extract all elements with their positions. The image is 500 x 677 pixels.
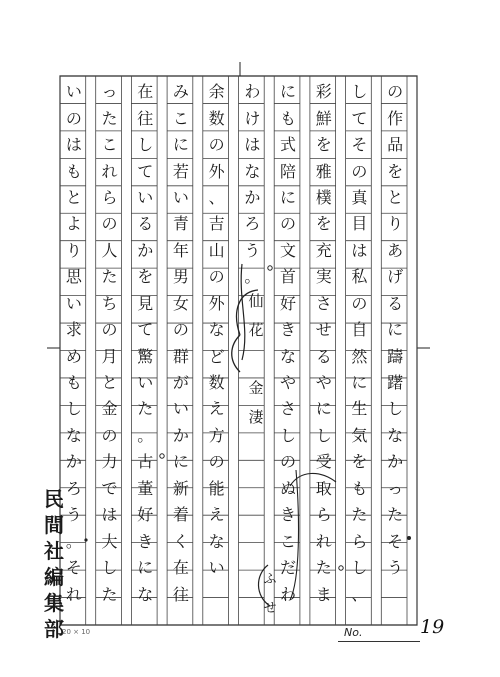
manuscript-char: 見: [137, 293, 154, 313]
manuscript-char: ぬ: [280, 478, 297, 498]
manuscript-char: み: [172, 82, 189, 102]
manuscript-char: 吉: [208, 214, 225, 234]
manuscript-char: ど: [208, 346, 225, 366]
manuscript-char: に: [280, 187, 297, 207]
manuscript-char: 躇: [387, 373, 404, 393]
manuscript-char: わ: [280, 584, 297, 604]
manuscript-char: 好: [280, 293, 297, 313]
manuscript-char: ち: [101, 293, 118, 313]
manuscript-char: い: [137, 187, 154, 207]
manuscript-char: っ: [387, 478, 404, 498]
manuscript-char: を: [351, 452, 368, 472]
manuscript-char: に: [351, 373, 368, 393]
manuscript-char: 数: [208, 373, 225, 393]
manuscript-char: 着: [172, 505, 189, 525]
manuscript-char: と: [101, 373, 118, 393]
manuscript-char: う: [387, 558, 404, 578]
insert-annotation-1: [244, 287, 268, 345]
column-text: [205, 79, 229, 581]
manuscript-char: せ: [315, 320, 332, 340]
text-column: [97, 79, 123, 608]
annotation-char: 部: [44, 617, 64, 641]
manuscript-char: で: [101, 478, 118, 498]
manuscript-char: え: [208, 399, 225, 419]
annotation-char: ふ: [263, 572, 277, 587]
manuscript-char: は: [351, 240, 368, 260]
manuscript-char: 充: [315, 240, 332, 260]
manuscript-char: う: [65, 505, 82, 525]
manuscript-char: 女: [172, 293, 189, 313]
manuscript-char: こ: [280, 531, 297, 551]
manuscript-char: の: [387, 82, 404, 102]
manuscript-char: を: [315, 135, 332, 155]
manuscript-char: わ: [244, 82, 261, 102]
manuscript-char: を: [137, 267, 154, 287]
manuscript-char: に: [387, 320, 404, 340]
manuscript-char: 。: [65, 531, 82, 551]
manuscript-char: 董: [137, 478, 154, 498]
manuscript-char: の: [280, 214, 297, 234]
manuscript-char: ろ: [65, 478, 82, 498]
manuscript-char: し: [280, 425, 297, 445]
manuscript-char: た: [351, 505, 368, 525]
manuscript-char: さ: [280, 399, 297, 419]
manuscript-char: 外: [208, 293, 225, 313]
manuscript-char: 驚: [137, 346, 154, 366]
manuscript-char: か: [172, 425, 189, 445]
text-column: [382, 79, 408, 581]
annotation-char: 社: [44, 539, 64, 563]
manuscript-char: に: [280, 82, 297, 102]
manuscript-char: 実: [315, 267, 332, 287]
manuscript-char: 作: [387, 108, 404, 128]
manuscript-char: 金: [101, 399, 118, 419]
manuscript-char: し: [351, 558, 368, 578]
manuscript-char: い: [172, 187, 189, 207]
text-column: [168, 79, 194, 608]
manuscript-char: き: [280, 320, 297, 340]
manuscript-char: の: [101, 214, 118, 234]
manuscript-char: げ: [387, 267, 404, 287]
manuscript-char: 、: [208, 187, 225, 207]
annotation-char: 淒: [248, 408, 264, 426]
manuscript-char: の: [101, 320, 118, 340]
manuscript-char: 人: [101, 240, 118, 260]
manuscript-char: な: [208, 531, 225, 551]
manuscript-char: る: [315, 346, 332, 366]
text-column: [347, 79, 373, 608]
manuscript-char: に: [172, 135, 189, 155]
manuscript-char: 好: [137, 505, 154, 525]
manuscript-char: は: [244, 135, 261, 155]
manuscript-char: 生: [351, 399, 368, 419]
manuscript-char: き: [280, 505, 297, 525]
manuscript-char: 受: [315, 452, 332, 472]
manuscript-char: も: [65, 373, 82, 393]
manuscript-char: に: [315, 399, 332, 419]
manuscript-char: た: [387, 505, 404, 525]
manuscript-char: だ: [280, 558, 297, 578]
manuscript-char: き: [137, 531, 154, 551]
manuscript-char: い: [137, 373, 154, 393]
manuscript-char: 。: [244, 267, 261, 287]
manuscript-char: 目: [351, 214, 368, 234]
manuscript-char: の: [208, 452, 225, 472]
manuscript-char: な: [387, 425, 404, 445]
manuscript-char: を: [387, 161, 404, 181]
manuscript-char: よ: [65, 214, 82, 234]
manuscript-char: け: [244, 108, 261, 128]
manuscript-char: め: [65, 346, 82, 366]
manuscript-char: あ: [387, 240, 404, 260]
manuscript-char: に: [137, 558, 154, 578]
manuscript-char: な: [137, 584, 154, 604]
manuscript-char: 男: [172, 267, 189, 287]
manuscript-char: 彩: [315, 82, 332, 102]
manuscript-char: え: [208, 505, 225, 525]
manuscript-char: 気: [351, 425, 368, 445]
grid-spec-label: 20 × 10: [62, 628, 91, 636]
manuscript-char: は: [101, 505, 118, 525]
manuscript-char: か: [65, 452, 82, 472]
manuscript-char: し: [137, 135, 154, 155]
manuscript-char: し: [387, 399, 404, 419]
manuscript-char: も: [280, 108, 297, 128]
manuscript-char: 鮮: [315, 108, 332, 128]
manuscript-char: れ: [315, 531, 332, 551]
manuscript-char: ら: [315, 505, 332, 525]
manuscript-char: 求: [65, 320, 82, 340]
annotation-char: 仙: [248, 292, 264, 310]
manuscript-char: て: [351, 108, 368, 128]
manuscript-char: く: [172, 531, 189, 551]
manuscript-char: 年: [172, 240, 189, 260]
manuscript-char: 新: [172, 478, 189, 498]
manuscript-char: と: [387, 187, 404, 207]
manuscript-char: 外: [208, 161, 225, 181]
manuscript-char: て: [137, 320, 154, 340]
manuscript-char: 躊: [387, 346, 404, 366]
manuscript-char: 大: [101, 531, 118, 551]
manuscript-char: 私: [351, 267, 368, 287]
manuscript-char: ら: [101, 187, 118, 207]
manuscript-char: ま: [315, 584, 332, 604]
manuscript-char: か: [137, 240, 154, 260]
manuscript-char: 文: [280, 240, 297, 260]
manuscript-char: の: [351, 293, 368, 313]
manuscript-char: れ: [101, 161, 118, 181]
column-text: [98, 79, 122, 608]
manuscript-char: も: [351, 478, 368, 498]
manuscript-char: う: [244, 240, 261, 260]
manuscript-char: い: [65, 82, 82, 102]
manuscript-char: た: [101, 108, 118, 128]
text-column: [204, 79, 230, 581]
manuscript-char: や: [280, 373, 297, 393]
manuscript-char: 式: [280, 135, 297, 155]
column-text: [133, 79, 157, 608]
manuscript-char: た: [101, 267, 118, 287]
manuscript-char: の: [208, 135, 225, 155]
manuscript-char: ら: [351, 531, 368, 551]
manuscript-char: る: [137, 214, 154, 234]
manuscript-char: 雅: [315, 161, 332, 181]
manuscript-char: も: [65, 161, 82, 181]
text-column: [275, 79, 301, 608]
manuscript-char: 然: [351, 346, 368, 366]
manuscript-char: は: [65, 135, 82, 155]
editorial-stamp: [38, 486, 70, 642]
manuscript-char: の: [208, 267, 225, 287]
insert-annotation-3: [258, 565, 282, 623]
manuscript-char: 在: [172, 558, 189, 578]
manuscript-char: 自: [351, 320, 368, 340]
manuscript-char: 能: [208, 478, 225, 498]
manuscript-char: の: [101, 425, 118, 445]
manuscript-char: に: [172, 452, 189, 472]
manuscript-char: た: [315, 558, 332, 578]
page-number-underline: [338, 641, 420, 642]
manuscript-char: や: [315, 373, 332, 393]
manuscript-char: の: [351, 161, 368, 181]
manuscript-char: い: [208, 558, 225, 578]
manuscript-char: が: [172, 373, 189, 393]
manuscript-char: こ: [101, 135, 118, 155]
text-column: [311, 79, 337, 608]
manuscript-char: か: [244, 187, 261, 207]
manuscript-char: を: [315, 214, 332, 234]
manuscript-char: れ: [65, 584, 82, 604]
column-text: [347, 79, 371, 608]
insert-annotation-2: [244, 374, 268, 432]
text-column: [132, 79, 158, 608]
manuscript-char: る: [387, 293, 404, 313]
manuscript-char: そ: [387, 531, 404, 551]
annotation-char: 集: [44, 591, 64, 615]
manuscript-char: 若: [172, 161, 189, 181]
manuscript-char: っ: [101, 82, 118, 102]
manuscript-char: 往: [172, 584, 189, 604]
page-number-label: No.: [344, 626, 363, 639]
manuscript-char: 群: [172, 346, 189, 366]
manuscript-char: 古: [137, 452, 154, 472]
manuscript-char: 数: [208, 108, 225, 128]
manuscript-char: ろ: [244, 214, 261, 234]
manuscript-char: し: [65, 399, 82, 419]
annotation-char: 民: [44, 487, 64, 511]
manuscript-char: 山: [208, 240, 225, 260]
manuscript-char: 余: [208, 82, 225, 102]
manuscript-char: そ: [351, 135, 368, 155]
page-number: 19: [420, 616, 445, 638]
manuscript-char: 品: [387, 135, 404, 155]
column-text: [240, 79, 264, 291]
manuscript-char: の: [65, 108, 82, 128]
annotation-char: 金: [248, 379, 264, 397]
annotation-char: 間: [44, 513, 64, 537]
manuscript-char: こ: [172, 108, 189, 128]
manuscript-char: の: [172, 320, 189, 340]
manuscript-char: 青: [172, 214, 189, 234]
manuscript-char: な: [244, 161, 261, 181]
manuscript-char: り: [65, 240, 82, 260]
annotation-char: 編: [44, 565, 64, 589]
manuscript-char: さ: [315, 293, 332, 313]
manuscript-char: 力: [101, 452, 118, 472]
manuscript-char: 真: [351, 187, 368, 207]
manuscript-char: 思: [65, 267, 82, 287]
manuscript-char: な: [208, 320, 225, 340]
annotation-char: せ: [263, 601, 277, 616]
manuscript-char: て: [137, 161, 154, 181]
manuscript-char: な: [280, 346, 297, 366]
column-text: [383, 79, 407, 581]
manuscript-char: 在: [137, 82, 154, 102]
manuscript-char: 陪: [280, 161, 297, 181]
column-text: [312, 79, 336, 608]
manuscript-char: た: [137, 399, 154, 419]
manuscript-char: し: [315, 425, 332, 445]
column-text: [169, 79, 193, 608]
manuscript-char: し: [101, 558, 118, 578]
manuscript-char: い: [65, 293, 82, 313]
manuscript-char: り: [387, 214, 404, 234]
manuscript-char: そ: [65, 558, 82, 578]
column-text: [276, 79, 300, 608]
manuscript-char: か: [387, 452, 404, 472]
manuscript-char: 樸: [315, 187, 332, 207]
manuscript-char: 往: [137, 108, 154, 128]
manuscript-char: た: [101, 584, 118, 604]
manuscript-char: と: [65, 187, 82, 207]
manuscript-char: 取: [315, 478, 332, 498]
annotation-char: 花: [248, 321, 264, 339]
manuscript-char: 。: [137, 425, 154, 445]
manuscript-char: 月: [101, 346, 118, 366]
manuscript-char: な: [65, 425, 82, 445]
manuscript-char: の: [280, 452, 297, 472]
text-column: [240, 79, 266, 291]
manuscript-char: し: [351, 82, 368, 102]
manuscript-char: 、: [351, 584, 368, 604]
manuscript-char: い: [172, 399, 189, 419]
manuscript-char: 方: [208, 425, 225, 445]
manuscript-char: 首: [280, 267, 297, 287]
